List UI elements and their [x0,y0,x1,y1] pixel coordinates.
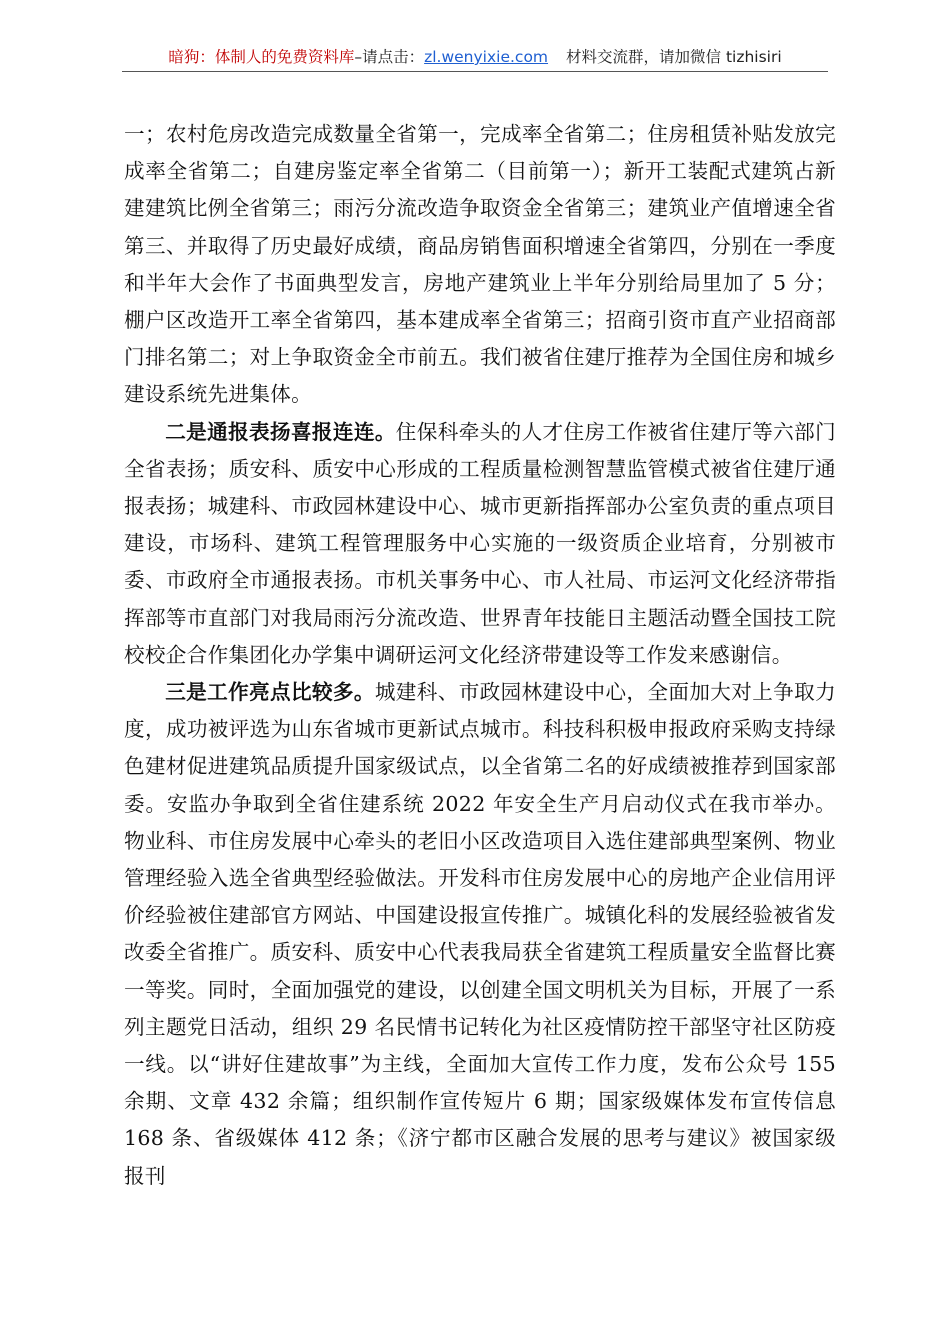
paragraph-continuation: 一；农村危房改造完成数量全省第一，完成率全省第二；住房租赁补贴发放完成率全省第二；自建房鉴定率全省第二（目前第一）；新开工装配式建筑占新建建筑比例全省第三；雨污分流改造争取资金全省第三；建筑业产值增速全省第三、并取得了历史最好成绩，商品房销售面积增速全省第四，分别在一季度和半年大会作了书面典型发言，房地产建筑业上半年分别给局里加了 5 分；棚户区改造开工率全省第四，基本建成率全省第三；招商引资市直产业招商部门排名第二；对上争取资金全市前五。我们被省住建厅推荐为全国住房和城乡建设系统先进集体。 [124,122,836,407]
paragraph-lead: 三是工作亮点比较多。 [165,680,375,705]
promo-title: 暗狗：体制人的免费资料库 [168,48,355,66]
paragraph-text: 城建科、市政园林建设中心，全面加大对上争取力度，成功被评选为山东省城市更新试点城市。科技科积极申报政府采购支持绿色建材促进建筑品质提升国家级试点，以全省第二名的好成绩被推荐到国家部委。安监办争取到全省住建系统 2022 年安全生产月启动仪式在我市举办。物业科、市住房发展中心牵头的老旧小区改造项目入选住建部典型案例、物业管理经验入选全省典型经验做法。开发科市住房发展中心的房地产企业信用评价经验被住建部官方网站、中国建设报宣传推广。城镇化科的发展经验被省发改委全省推广。质安科、质安中心代表我局获全省建筑工程质量安全监督比赛一等奖。同时，全面加强党的建设，以创建全国文明机关为目标，开展了一系列主题党日活动，组织 29 名民情书记转化为社区疫情防控干部坚守社区防疫一线。以“讲好住建故事”为主线，全面加大宣传工作力度，发布公众号 155 余期、文章 432 余篇；组织制作宣传短片 6 期；国家级媒体发布宣传信息 168 条、省级媒体 412 条；《济宁都市区融合发展的思考与建议》被国家级报刊 [124,680,836,1188]
contact-text: 材料交流群，请加微信 tizhisiri [566,48,782,66]
paragraph-highlights [124,674,836,1195]
paragraph-text: 住保科牵头的人才住房工作被省住建厅等六部门全省表扬；质安科、质安中心形成的工程质量检测智慧监管模式被省住建厅通报表扬；城建科、市政园林建设中心、城市更新指挥部办公室负责的重点项目建设，市场科、建筑工程管理服务中心实施的一级资质企业培育，分别被市委、市政府全市通报表扬。市机关事务中心、市人社局、市运河文化经济带指挥部等市直部门对我局雨污分流改造、世界青年技能日主题活动暨全国技工院校校企合作集团化办学集中调研运河文化经济带建设等工作发来感谢信。 [124,419,836,667]
page-header [0,46,950,68]
promo-click-text: –请点击： [354,48,425,66]
paragraph-lead: 二是通报表扬喜报连连。 [165,419,396,444]
document-body [124,116,836,1195]
promo-link[interactable]: zl.wenyixie.com [424,48,549,66]
paragraph-commendations [124,414,836,674]
header-divider [122,71,828,72]
